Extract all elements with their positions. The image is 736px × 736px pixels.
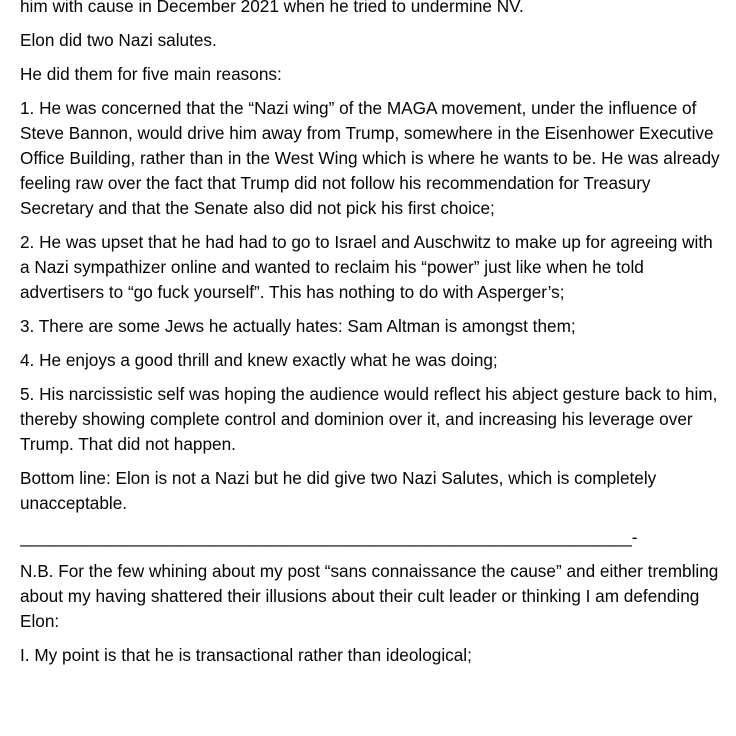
post-body (20, 0, 720, 677)
text-divider: ________________________________________________________________- (20, 527, 638, 547)
post-paragraph-salutes: Elon did two Nazi salutes. (20, 30, 217, 50)
post-paragraph-reasons-intro: He did them for five main reasons: (20, 64, 282, 84)
post-paragraph-bottom-line: Bottom line: Elon is not a Nazi but he did give two Nazi Salutes, which is completely unacceptable. (20, 468, 657, 513)
post-paragraph-reason-3: 3. There are some Jews he actually hates: Sam Altman is amongst them; (20, 316, 576, 336)
post-paragraph-reason-2: 2. He was upset that he had had to go to Israel and Auschwitz to make up for agreeing with a Nazi sympathizer online and wanted to reclaim his “power” just like when he told advertisers to “go fuck yourself”. This has nothing to do with Asperger’s; (20, 232, 713, 302)
post-paragraph-nb: N.B. For the few whining about my post “sans connaissance the cause” and either trembling about my having shattered their illusions about their cult leader or thinking I am defending Elon: (20, 561, 719, 631)
post-paragraph-reason-4: 4. He enjoys a good thrill and knew exactly what he was doing; (20, 350, 498, 370)
post-paragraph-reason-5: 5. His narcissistic self was hoping the audience would reflect his abject gesture back to him, thereby showing complete control and dominion over it, and increasing his leverage over Trump. That did not happen. (20, 384, 718, 454)
post-paragraph-nb-point-1: I. My point is that he is transactional rather than ideological; (20, 645, 472, 665)
post-paragraph-continuation: him with cause in December 2021 when he tried to undermine NV. (20, 0, 524, 16)
post-paragraph-reason-1: 1. He was concerned that the “Nazi wing” of the MAGA movement, under the influence of Steve Bannon, would drive him away from Trump, somewhere in the Eisenhower Executive Office Building, rather than in the West Wing which is where he wants to be. He was already feeling raw over the fact that Trump did not follow his recommendation for Treasury Secretary and that the Senate also did not pick his first choice; (20, 98, 720, 218)
